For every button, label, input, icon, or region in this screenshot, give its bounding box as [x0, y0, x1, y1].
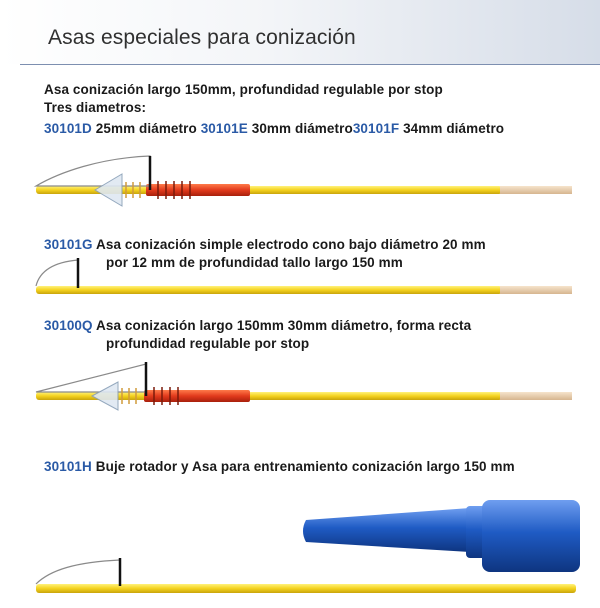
- variant-desc-d: 25mm diámetro: [95, 121, 197, 136]
- block3-code: 30100Q: [44, 318, 93, 333]
- header-band: [0, 0, 600, 64]
- block3-line1: [44, 318, 471, 333]
- block3-line2: profundidad regulable por stop: [106, 336, 310, 351]
- conization-loop-straight-image: [0, 352, 600, 408]
- block2-desc: Asa conización simple electrodo cono bajo diámetro 20 mm: [96, 237, 486, 252]
- variant-desc-f: 34mm diámetro: [403, 121, 505, 136]
- variant-code-e: 30101E: [200, 121, 248, 136]
- variant-code-d: 30101D: [44, 121, 92, 136]
- block4-line1: [44, 459, 515, 474]
- block4-code: 30101H: [44, 459, 92, 474]
- variant-code-f: 30101F: [352, 121, 400, 136]
- header-divider: [20, 64, 600, 65]
- block2-line2: por 12 mm de profundidad tallo largo 150 mm: [106, 255, 403, 270]
- rotator-bushing-and-loop-image: [0, 496, 600, 608]
- block1-line2: Tres diametros:: [44, 100, 147, 115]
- block1-variants: [44, 121, 504, 136]
- conization-loop-simple-image: [0, 252, 600, 302]
- block3-desc: Asa conización largo 150mm 30mm diámetro, forma recta: [96, 318, 472, 333]
- block1-line1: Asa conización largo 150mm, profundidad regulable por stop: [44, 82, 443, 97]
- conization-loop-adjustable-image: [0, 150, 600, 200]
- block2-line1: [44, 237, 486, 252]
- block4-desc: Buje rotador y Asa para entrenamiento conización largo 150 mm: [95, 459, 515, 474]
- variant-desc-e: 30mm diámetro: [251, 121, 353, 136]
- block2-code: 30101G: [44, 237, 93, 252]
- page-title: Asas especiales para conización: [48, 26, 356, 49]
